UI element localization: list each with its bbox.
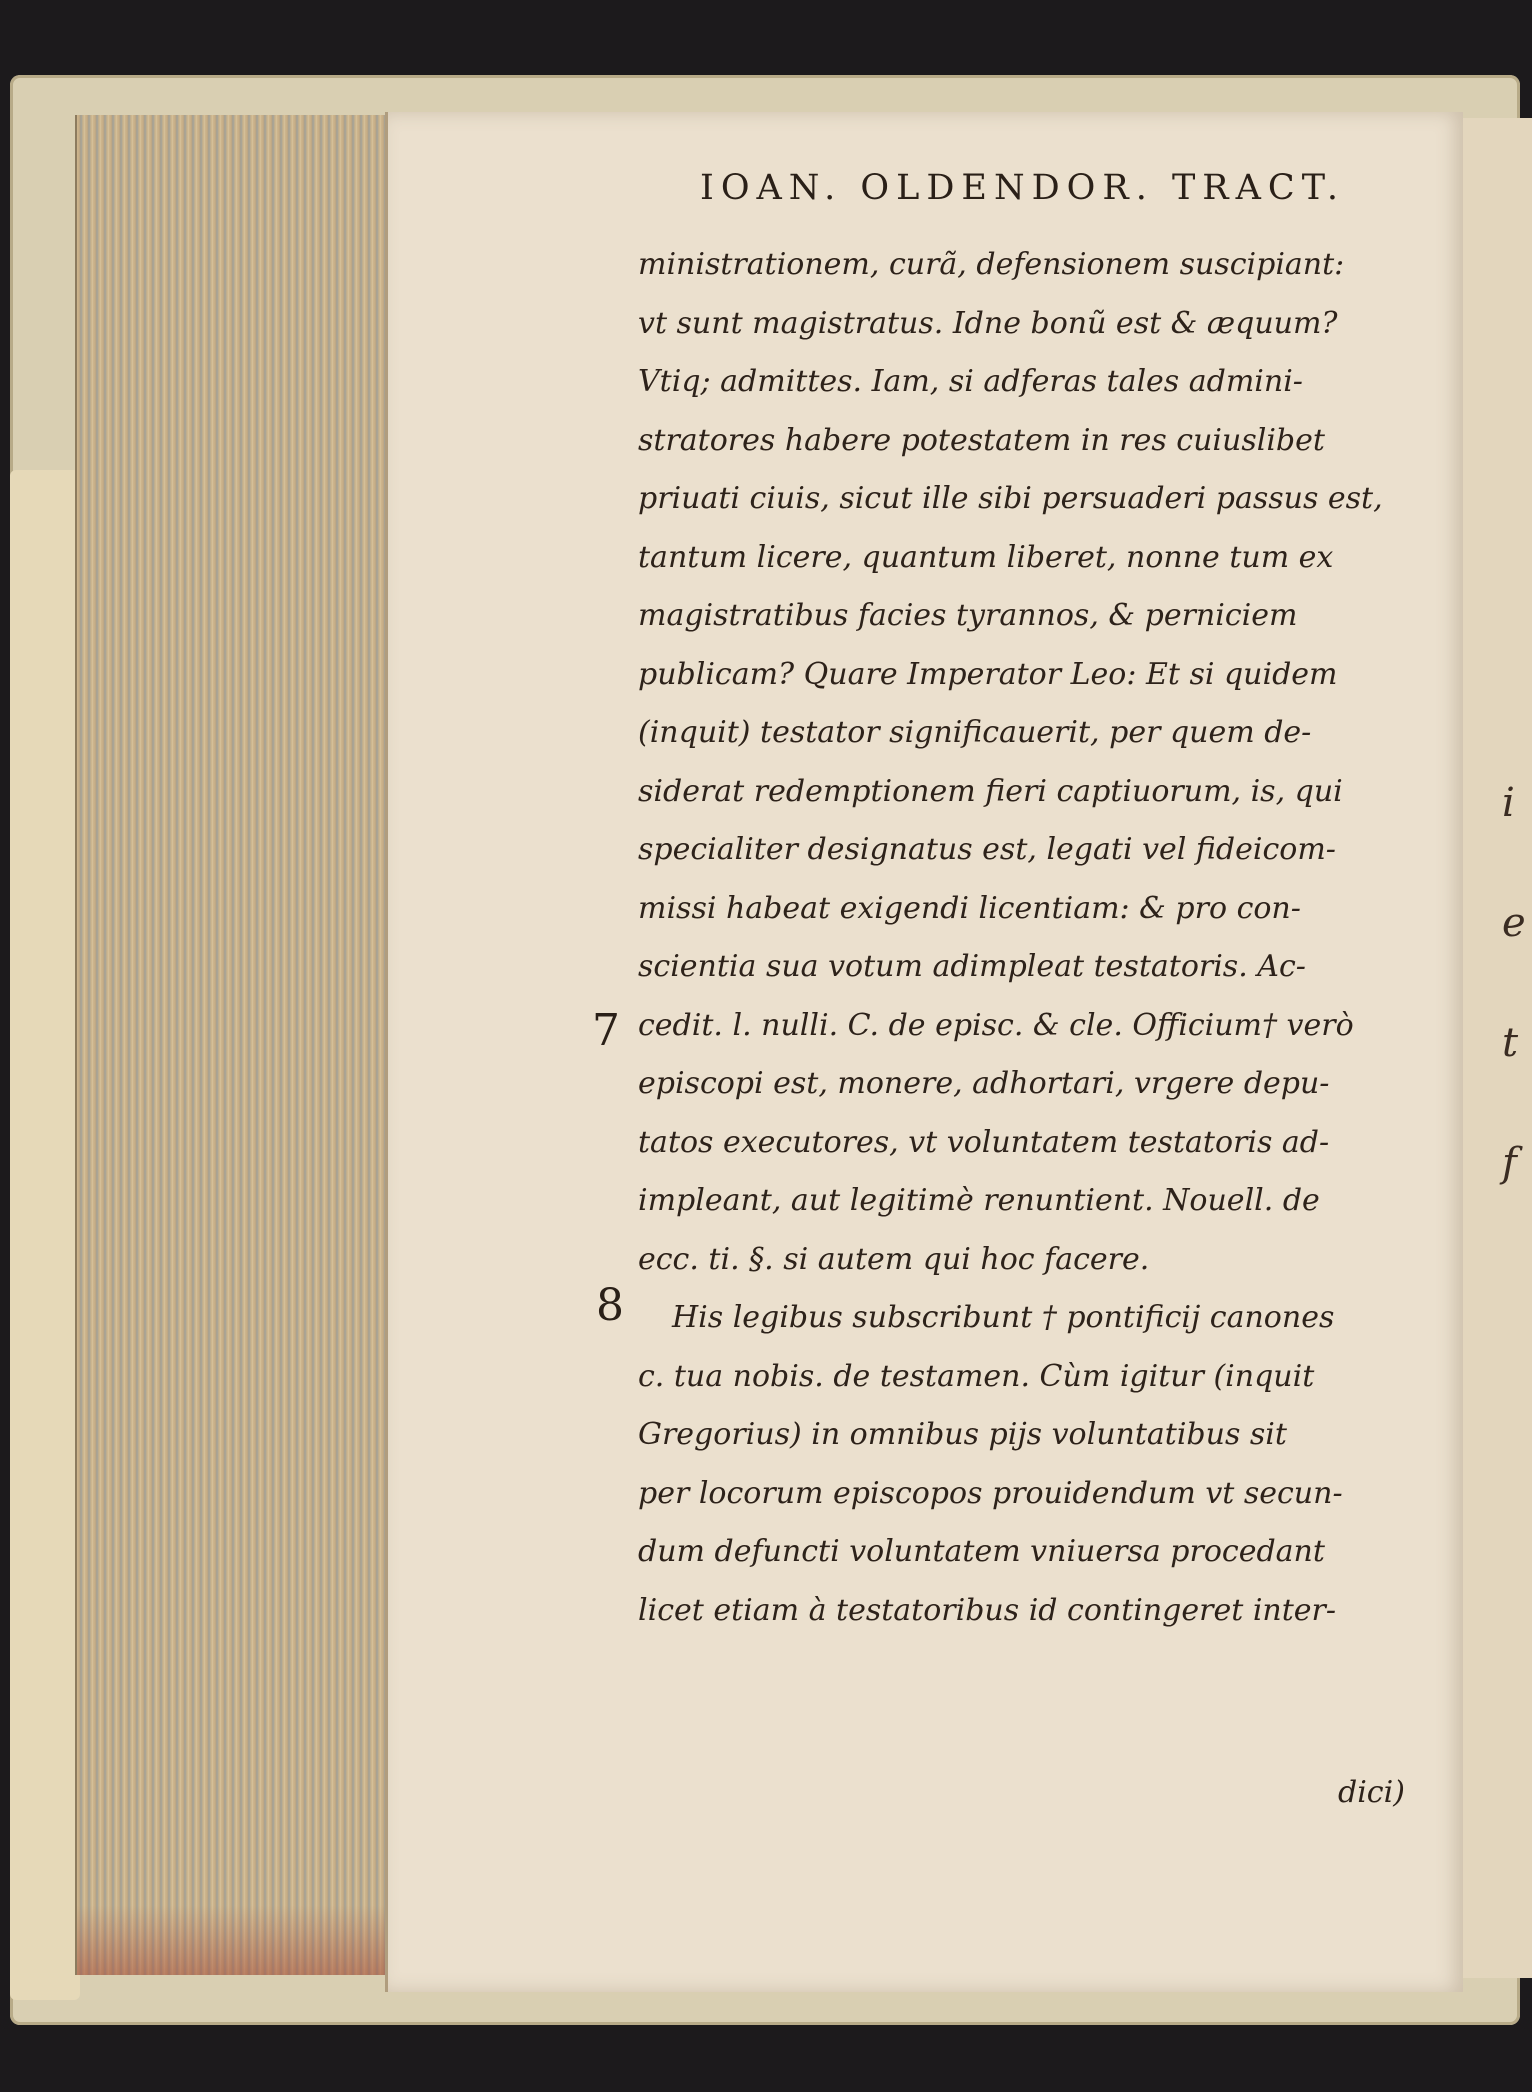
facing-fragment: i xyxy=(1502,780,1515,826)
text-line: missi habeat exigendi licentiam: & pro con- xyxy=(638,890,1301,926)
text-line: Gregorius) in omnibus pijs voluntatibus sit xyxy=(638,1417,1287,1452)
text-line: specialiter designatus est, legati vel fideicom- xyxy=(638,832,1336,867)
catchword: dici) xyxy=(1338,1775,1405,1810)
text-line: (inquit) testator significauerit, per quem de- xyxy=(638,715,1312,750)
text-line: stratores habere potestatem in res cuiuslibet xyxy=(638,422,1325,458)
facing-fragment: f xyxy=(1502,1140,1517,1186)
text-line: His legibus subscribunt † pontificij canones xyxy=(672,1300,1335,1335)
text-line: ecc. ti. §. si autem qui hoc facere. xyxy=(638,1241,1150,1277)
text-line: vt sunt magistratus. Idne bonũ est & æquum? xyxy=(638,305,1338,341)
book-board-edge xyxy=(10,470,80,2000)
text-line: Vtiq; admittes. Iam, si adferas tales admini- xyxy=(638,364,1303,399)
text-line: dum defuncti voluntatem vniuersa procedant xyxy=(638,1534,1325,1569)
page-edges xyxy=(75,115,392,1975)
facing-fragment: e xyxy=(1502,900,1526,946)
body-text xyxy=(638,236,1410,1640)
text-line: c. tua nobis. de testamen. Cùm igitur (inquit xyxy=(638,1358,1315,1394)
text-line: impleant, aut legitimè renuntient. Nouell. de xyxy=(638,1183,1320,1218)
margin-number-8: 8 xyxy=(596,1280,624,1331)
text-line: episcopi est, monere, adhortari, vrgere depu- xyxy=(638,1066,1330,1101)
text-line: scientia sua votum adimpleat testatoris. Ac- xyxy=(638,949,1306,984)
text-line: ministrationem, curã, defensionem suscipiant: xyxy=(638,247,1345,282)
facing-page-text-fragments xyxy=(1502,780,1532,1260)
text-line: cedit. l. nulli. C. de episc. & cle. Officium† verò xyxy=(638,1007,1354,1043)
text-line: tatos executores, vt voluntatem testatoris ad- xyxy=(638,1124,1330,1160)
text-line: priuati ciuis, sicut ille sibi persuaderi passus est, xyxy=(638,481,1383,516)
text-line: siderat redemptionem fieri captiuorum, is, qui xyxy=(638,773,1343,809)
text-line: licet etiam à testatoribus id contingeret inter- xyxy=(638,1592,1337,1628)
running-head: IOAN. OLDENDOR. TRACT. xyxy=(700,168,1346,208)
text-line: magistratibus facies tyrannos, & perniciem xyxy=(638,598,1298,633)
margin-number-7: 7 xyxy=(592,1005,620,1056)
text-line: per locorum episcopos prouidendum vt secun- xyxy=(638,1475,1343,1511)
text-line: tantum licere, quantum liberet, nonne tum ex xyxy=(638,539,1334,575)
facing-fragment: t xyxy=(1502,1020,1519,1066)
text-line: publicam? Quare Imperator Leo: Et si quidem xyxy=(638,656,1338,692)
